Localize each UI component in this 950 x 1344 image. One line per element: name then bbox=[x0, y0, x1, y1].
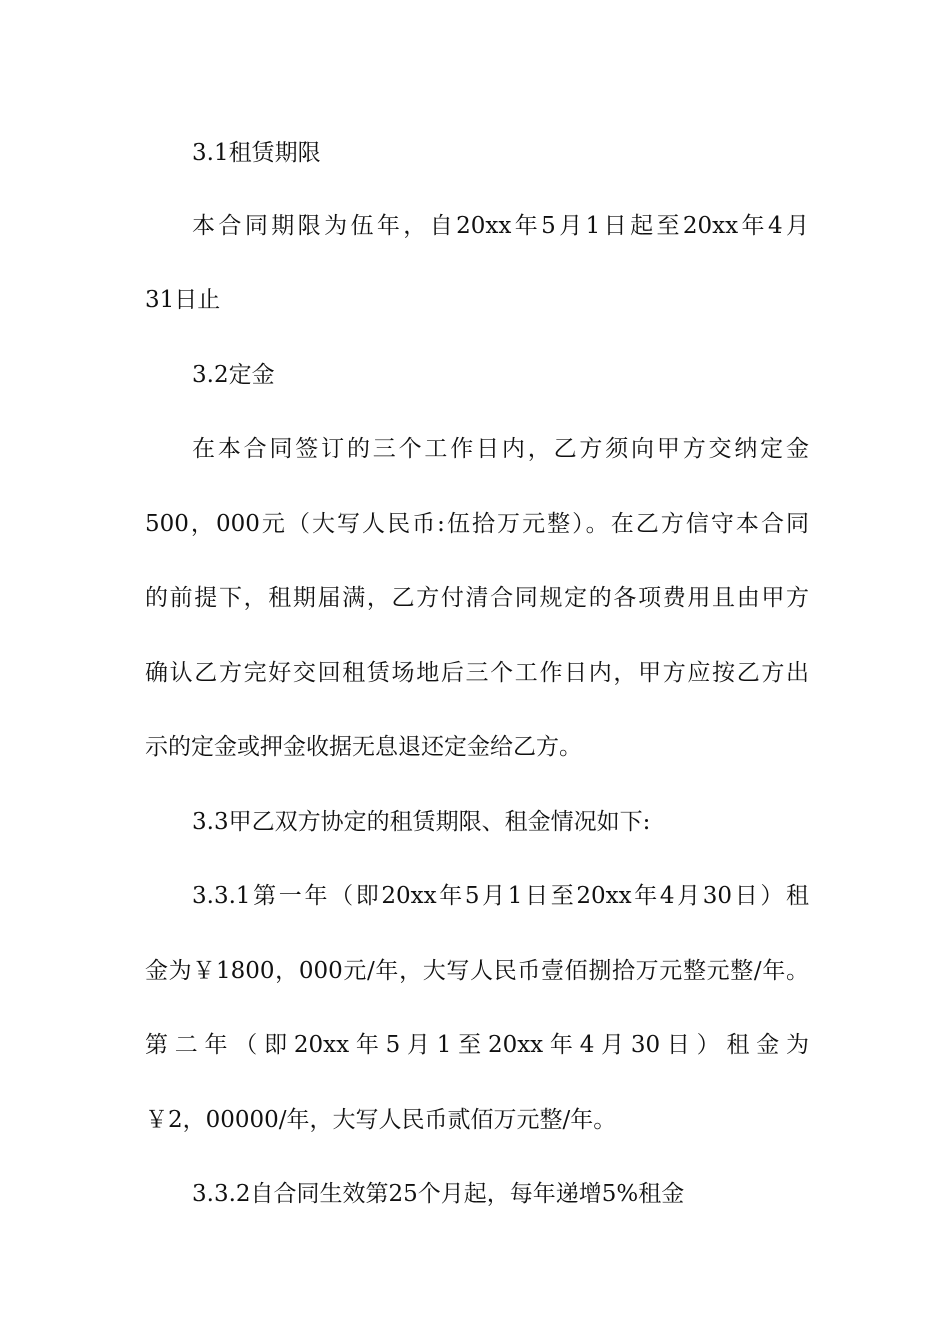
section-heading-3-3: 3.3甲乙双方协定的租赁期限、租金情况如下: bbox=[192, 809, 651, 835]
paragraph-line: 本合同期限为伍年，自20xx年5月1日起至20xx年4月 bbox=[192, 213, 809, 239]
paragraph-line: 示的定金或押金收据无息退还定金给乙方。 bbox=[145, 734, 582, 760]
section-heading-3-3-2: 3.3.2自合同生效第25个月起，每年递增5%租金 bbox=[192, 1181, 685, 1207]
paragraph-line: 的前提下，租期届满，乙方付清合同规定的各项费用且由甲方 bbox=[145, 585, 809, 611]
paragraph-line: 确认乙方完好交回租赁场地后三个工作日内，甲方应按乙方出 bbox=[145, 660, 809, 686]
paragraph-line: 3.3.1第一年（即20xx年5月1日至20xx年4月30日）租 bbox=[192, 883, 809, 909]
paragraph-line: 金为￥1800，000元/年，大写人民币壹佰捌拾万元整元整/年。 bbox=[145, 958, 809, 984]
paragraph-line: ￥2，00000/年，大写人民币贰佰万元整/年。 bbox=[145, 1107, 617, 1133]
paragraph-line: 第二年（即20xx年5月1至20xx年4月30日）租金为 bbox=[145, 1032, 809, 1058]
paragraph-line: 500，000元（大写人民币:伍拾万元整）。在乙方信守本合同 bbox=[145, 511, 809, 537]
paragraph-line: 在本合同签订的三个工作日内，乙方须向甲方交纳定金 bbox=[192, 436, 809, 462]
section-heading-3-1: 3.1租赁期限 bbox=[192, 140, 321, 166]
paragraph-line: 31日止 bbox=[145, 287, 221, 313]
section-heading-3-2: 3.2定金 bbox=[192, 362, 275, 388]
